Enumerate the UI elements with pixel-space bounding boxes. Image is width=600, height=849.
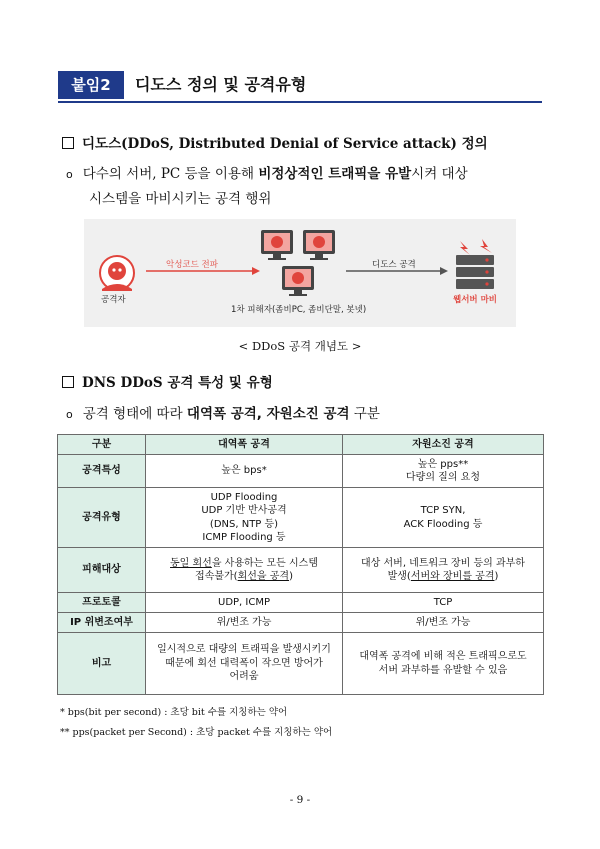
server-rack-icon [456,239,494,289]
victim-label: 1차 피해자(좀비PC, 좀비단말, 봇넷) [231,305,367,315]
zombie-pc-icon [282,266,314,296]
malware-spread-label: 악성코드 전파 [166,260,218,270]
table-row: 공격유형 UDP Flooding UDP 기반 반사공격 (DNS, NTP 등) ICMP Flooding 등 TCP SYN, ACK Flooding 등 [58,488,544,548]
zombie-pc-icon [261,230,293,260]
header-category: 구분 [58,435,146,455]
circle-bullet-icon: o [66,168,73,181]
page-title: 디도스 정의 및 공격유형 [135,75,307,94]
section1-heading: 디도스(DDoS, Distributed Denial of Service attack) 정의 [62,135,488,153]
figure-caption: < DDoS 공격 개념도 > [238,339,362,353]
header-resource: 자원소진 공격 [343,435,544,455]
header-bandwidth: 대역폭 공격 [146,435,343,455]
attacker-label: 공격자 [101,295,126,305]
table-row: IP 위변조여부 위/변조 가능 위/변조 가능 [58,613,544,633]
appendix-badge: 붙임2 [58,71,124,99]
section2-heading: DNS DDoS 공격 특성 및 유형 [62,374,273,392]
server-down-label: 웹서버 마비 [453,295,498,305]
table-row: 피해대상 동일 회선을 사용하는 모든 시스템 접속불가(회선을 공격) 대상 서버, 네트워크 장비 등의 과부하 발생(서버와 장비를 공격) [58,548,544,593]
ddos-diagram [84,219,516,327]
ddos-attack-label: 디도스 공격 [372,260,416,270]
ddos-comparison-table [57,434,544,695]
table-header-row [58,435,544,455]
checkbox-square-icon [62,137,74,149]
zombie-pc-icon [303,230,335,260]
table-row: 프로토콜 UDP, ICMP TCP [58,593,544,613]
section2-bullet: o 공격 형태에 따라 대역폭 공격, 자원소진 공격 구분 [66,406,380,422]
checkbox-square-icon [62,376,74,388]
table-row: 비고 일시적으로 대량의 트래픽을 발생시키기 때문에 회선 대력폭이 작으면 방어가 어려움 대역폭 공격에 비해 적은 트래픽으로도 서버 과부하를 유발할 수 있음 [58,633,544,695]
footnote: * bps(bit per second) : 초당 bit 수를 지칭하는 약어 [60,707,288,718]
hacker-icon [100,256,134,291]
table-row: 공격특성 높은 bps* 높은 pps** 다량의 질의 요청 [58,455,544,488]
circle-bullet-icon: o [66,408,73,421]
header-underline [58,101,542,103]
section1-bullet: o 다수의 서버, PC 등을 이용해 비정상적인 트래픽을 유발시켜 대상 시스템을 마비시키는 공격 행위 [66,166,468,207]
footnote: ** pps(packet per Second) : 초당 packet 수를 지칭하는 약어 [60,727,333,738]
page-number: - 9 - [289,794,311,806]
